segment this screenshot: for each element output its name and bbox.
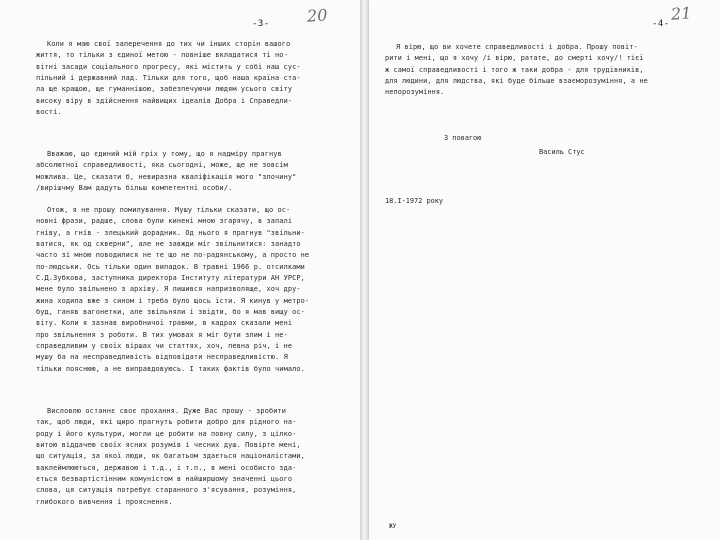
text-line: ж самої справедливості і того ж таки добра - для трудівників, [385,65,644,74]
text-line: роду і його культури, могли це робити на повну силу, з цілко- [36,429,297,438]
text-line: про звільнення з роботи. В тих умовах я міг бути злим і не- [36,330,288,339]
text-line: що ситуація, за якої люди, як багатьом здається націоналістами, [36,452,305,461]
text-line: ється безвартістінним комуністом в найширшому значенні цього [36,475,293,484]
text-line: так, щоб люди, які щиро прагнуть робити добро для рідного на- [36,418,297,427]
text-line: слова, ця ситуація потребує старанного з'ясування, розуміння, [36,486,297,495]
salutation: З повагою [444,134,482,142]
text-line: Отож, я не прошу помилування. Мушу тільки сказати, що ос- [47,206,291,214]
text-line: тільки пояснюю, а не виправдовуюсь. І таких фактів було чимало. [36,364,305,373]
text-line: ватися, як од скверни", але не завжди міг звільнитися: занадто [36,240,301,249]
text-line: пільний і державний лад. Тільки для того, щоб наша країна ста- [36,74,301,83]
text-line: по-людськи. Ось тільки один випадок. В травні 1966 р. отсилками [36,262,305,271]
text-line: абсолютної справедливості, яка сьогодні, може, ще не зовсім [36,161,288,170]
paragraph-2 [36,149,296,194]
text-line: непорозуміння. [385,88,445,97]
text-line: високу віру в здійснення найвищих ідеалів Добра і Справедли- [36,96,293,105]
text-line: новні фрази, радше, слова були кинені мною згарячу, в запалі [36,217,293,226]
page-number: -3- [252,19,270,29]
text-line: Коли я маю свої заперечення до тих чи інших сторін вашого [47,40,291,48]
text-line: Вважаю, що єдиний мій гріх у тому, що я надміру прагнув [47,150,282,158]
paragraph-1 [36,39,301,118]
text-line: ваклеймлюються, державою і т.д., і т.п., в мені особисто зда- [36,463,297,472]
handwritten-page-number: 21 [670,3,692,24]
paragraph-4 [36,406,305,508]
text-line: глибокого вивчення і прояснення. [36,497,173,506]
text-line: витою віддачею своїх ясних розумів і чесних душ. Повірте мені, [36,441,301,450]
text-line: Висловлю останнє своє прохання. Дуже Вас прошу - зробити [47,407,287,415]
paragraph-1 [385,42,648,98]
text-line: жина ходила вже з сином і треба було щось їсти. Я кинув у метро- [36,296,310,305]
signature-name: Василь Стус [539,148,585,156]
text-line: вітні засади соціального прогресу, які містить у собі наш сус- [36,62,301,71]
page-number: -4- [652,19,670,29]
letter-date: 18.I-1972 року [385,197,444,205]
text-line: Я вірю, що ви хочете справедливості і добра. Прошу повіт- [396,43,638,51]
text-line: можлива. Це, сказати б, невиразна кваліфікація мого "злочину" [36,172,297,181]
text-line: часто зі мною поводилися не те що не по-радянському, а просто не [36,251,310,260]
text-line: гніву, а гнів - злецький дорадник. Од нього я прагнув "звільни- [36,228,305,237]
right-page [369,0,720,540]
text-line: віту. Коли я зазнав виробничої травми, в кадрах сказали мені [36,319,293,328]
text-line: мушу ба на несправедливість відповідати несправедливістю. Я [36,353,288,362]
page-footer-mark: ЖУ [389,523,397,530]
handwritten-page-number: 20 [306,5,328,26]
text-line: для людини, для людства, які буде більше взаєморозуміння, а не [385,76,648,85]
text-line: рити і мені, що я хочу /і вірю, ратате, до смерті хочу/! тієї [385,54,644,63]
book-gutter [360,0,369,540]
text-line: буд, ганяв вагонетки, але звільняли і звідти, бо я мав вищу ос- [36,308,305,317]
text-line: ла ще кращою, ще гуманнішою, забезпечуючи людям усього світу [36,85,293,94]
paragraph-3 [36,205,309,375]
text-line: /вирішчму Вам дадуть більш компетентні особи/. [36,184,233,193]
text-line: С.Д.Зубкова, заступника директора Інституту літератури АН УРСР, [36,274,305,283]
text-line: життя, то тільки з єдиної метою - повніше вкладатися ті но- [36,51,288,60]
text-line: мене було звільнено з архіву. Я лишився напризволяще, хоч дру- [36,285,301,294]
text-line: вості. [36,108,62,117]
text-line: справедливим у своїх віршах чи статтях, хоч, певна річ, і не [36,342,293,351]
